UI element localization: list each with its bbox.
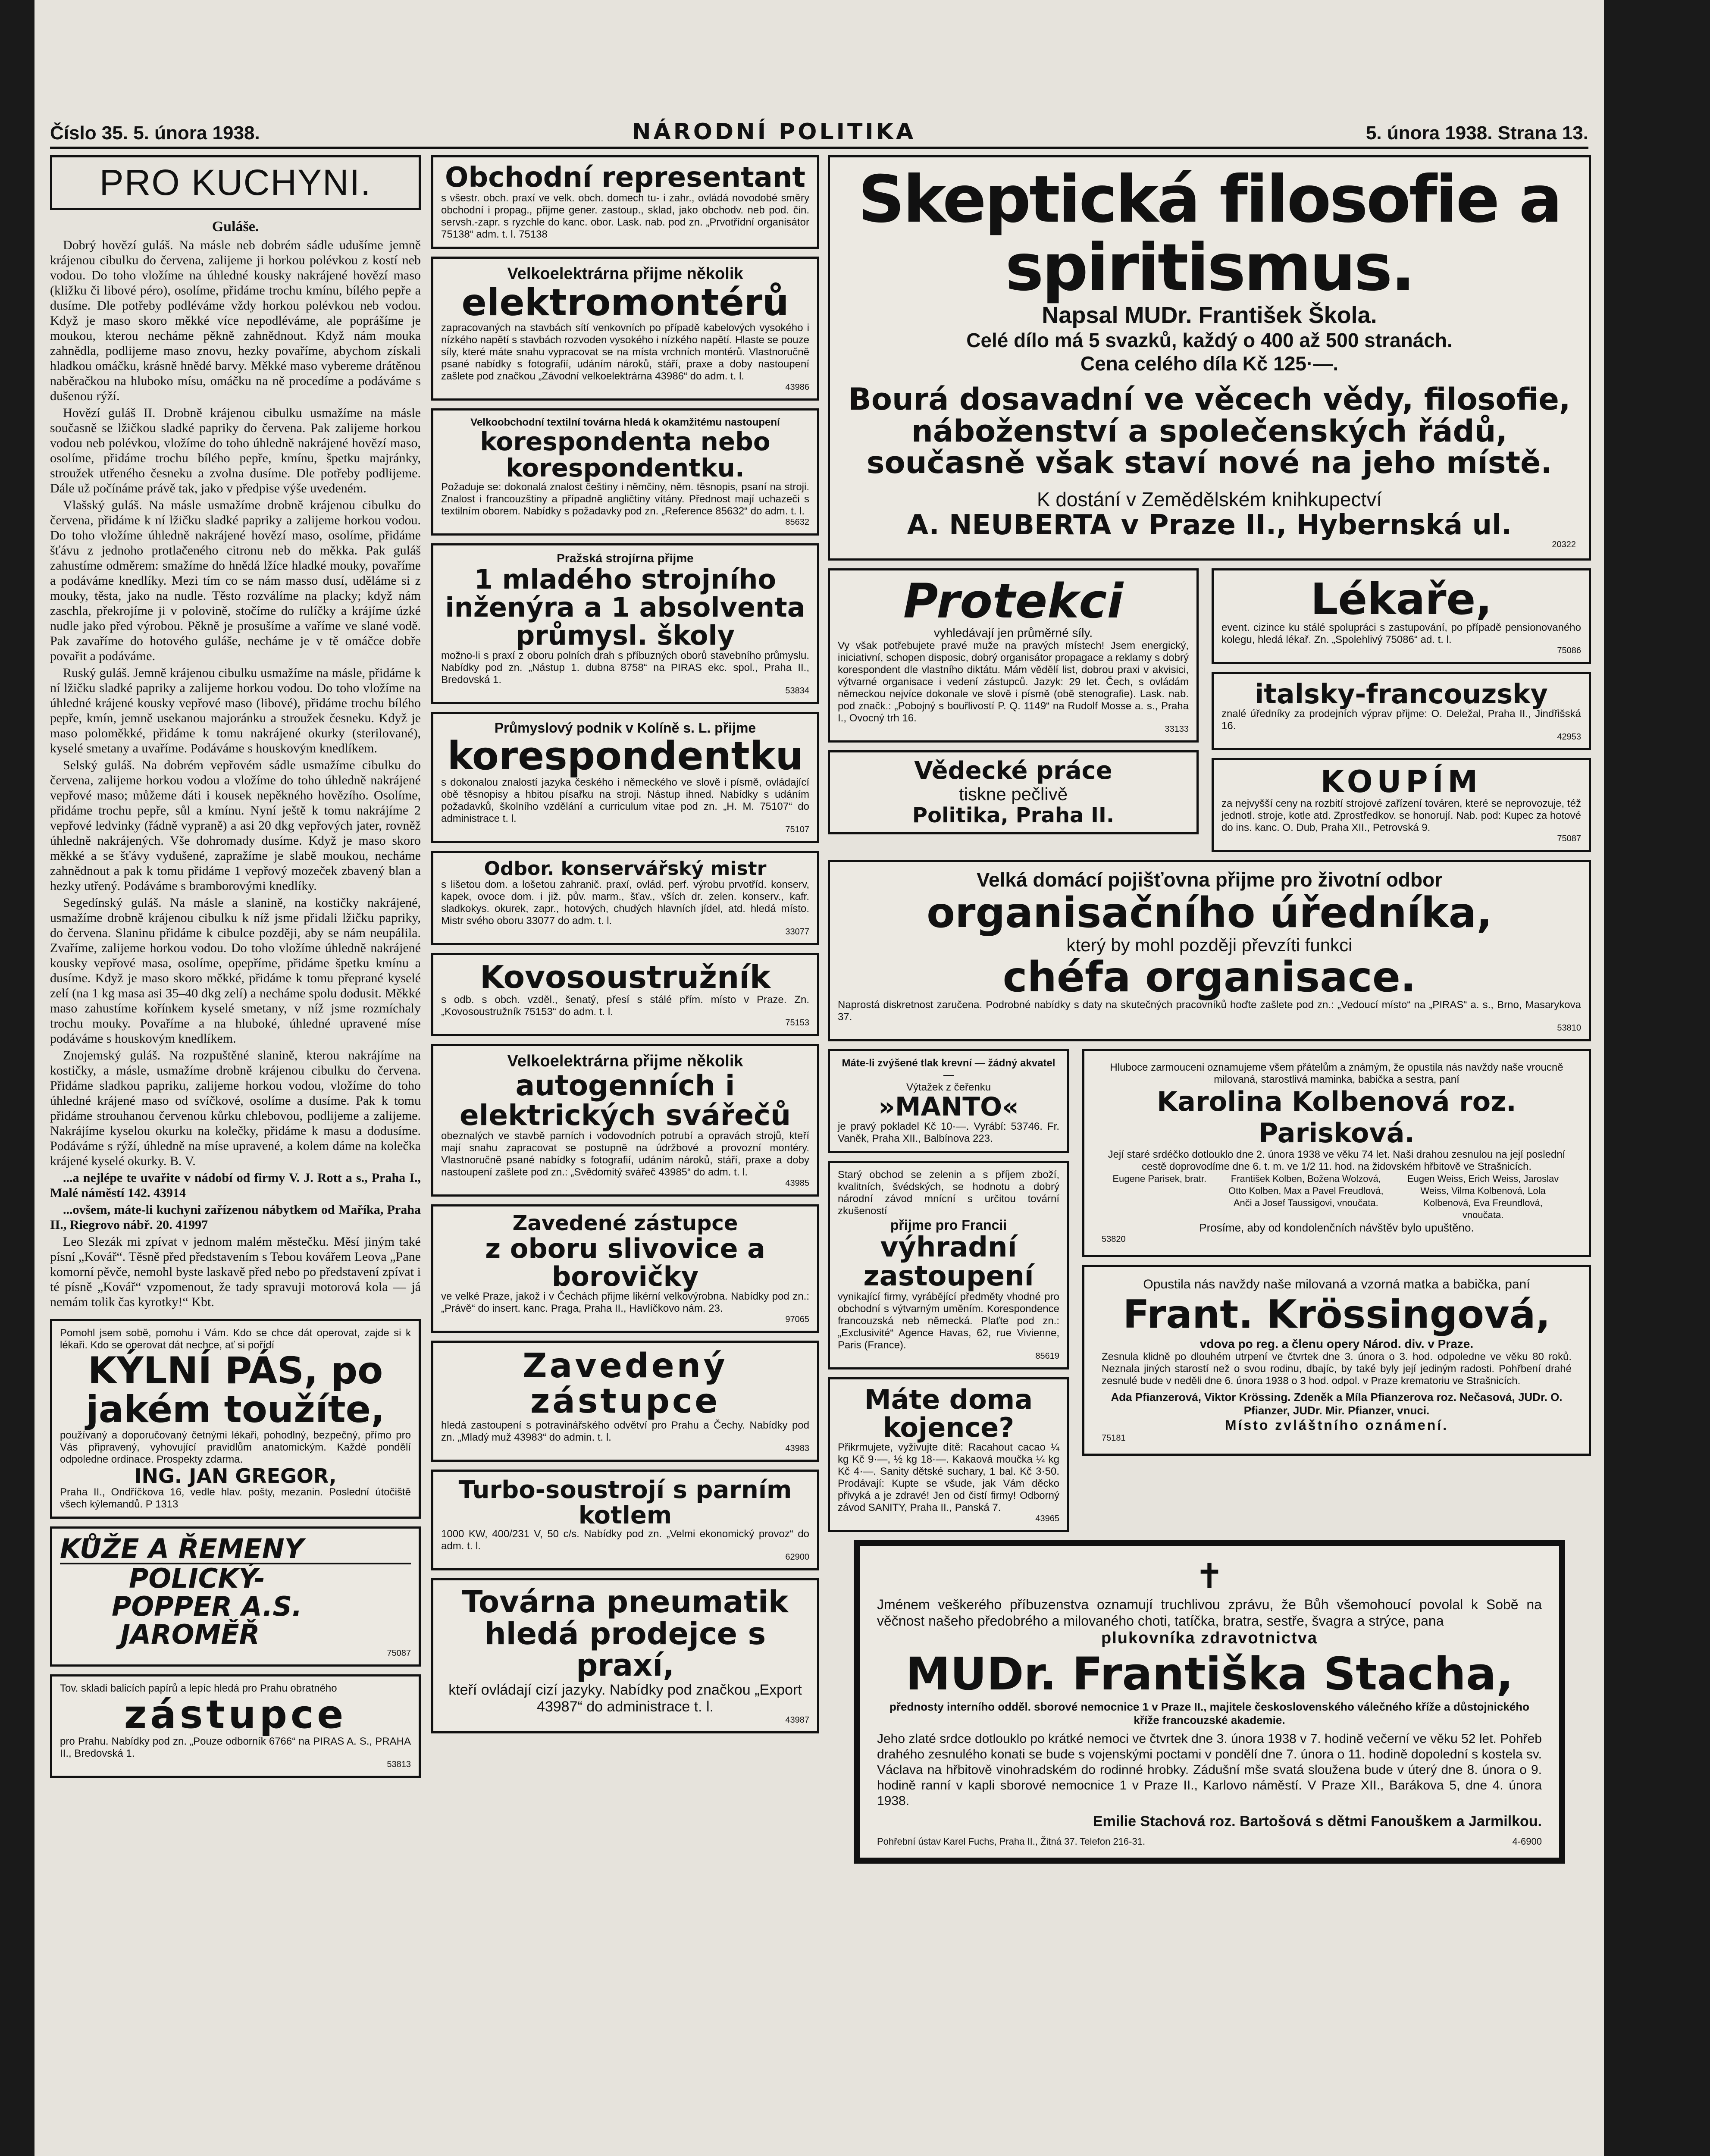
ad-top-text: Velkoelektrárna přijme několik [507,265,743,283]
ad-body: používaný a doporučovaný četnými lékaři, pohodlný, bezpečný, přímo pro Vás připravený, vyhovující pravidlům anatomickým. Každé pondělí odpoledne ordinace. Prospekty zdarma. [60,1429,411,1465]
ad-body: s všestr. obch. praxí ve velk. obch. domech tu- i zahr., ovládá novodobé směry obchodní i propag., přijme gener. zastoup., sklad, jako obchodv. neb pod. čin. servsh.-zapr. s ryzchle do kanc. obor. Lask. nab. pod zn. „Prvotřídní organisátor 75138“ adm. t. l. 75138 [441,192,809,241]
ad-mid: který by mohl později převzíti funkci [1066,935,1353,956]
ad-headline: výhradní zastoupení [863,1231,1034,1293]
ad-number: 43986 [785,382,809,392]
ad-number: 53820 [1102,1234,1126,1244]
obituary-stach [854,1540,1565,1864]
ad-headline: Odbor. konservářský mistr [484,858,767,880]
ad-correspondent [431,408,819,536]
ad-headline: Protekci [903,573,1124,629]
ad-headline: z oboru slivovice a borovičky [485,1232,765,1292]
row-small-ads [828,568,1591,860]
ad-number: 43985 [785,1178,809,1188]
column-kitchen [50,155,421,1786]
ad-line: POLICKÝ- [129,1562,265,1594]
ad-number: 75107 [785,825,809,835]
ad-body: Přikrmujete, vyživujte dítě: Racahout cacao ¼ kg Kč 9·—, ½ kg 18·—. Kakaová moučka ¼ kg Kč 4·—. Sanity dětské suchary, 1 bal. Kč 3·50. Prodávají: Kupte se všude, jak Vám děcko přivyká a je zdravé! Jen od čistí firmy! Odborný závod SANITY, Praha II., Panská 7. [838,1442,1059,1514]
ad-pneumatik [431,1578,819,1733]
ad-body: zapracovaných na stavbách sítí venkovních po případě kabelových vysokého i nízkého napětí s stavbách rozvoden vysokého i nízkého napětí. Hlaste se pouze síly, které máte snahu vypracovat se na místa vrchních montérů. Vlastnoručně psané nabídky s fotografií, udáním nároků, stáří, praxe a doby nastoupení zašlete pod značkou „Závodní velkoelektrárna 43986“ do adm. t. l. [441,322,809,382]
ad-body: kteří ovládají cizí jazyky. Nabídky pod značkou „Export 43987“ do administrace t. l. [448,1681,802,1715]
obituary-name: Frant. Krössingová, [1123,1291,1550,1337]
ad-organisacni [828,860,1591,1041]
ad-headline: Zavedený zástupce [522,1347,728,1421]
ad-number: 75181 [1102,1433,1126,1443]
ad-paper-representative [50,1674,421,1778]
ad-body: za nejvyšší ceny na rozbití strojové zařízení továren, které se neprovozuje, též jednotl. stroje, kotle atd. Zprostředkov. se honorují. Nab. pod: Kupec za hotové do ins. kanc. O. Dub, Praha XII., Petrovská 9. [1221,798,1581,834]
ad-headline: organisačního úředníka, [927,889,1492,937]
ad-leather [50,1526,421,1667]
ad-body: Naprostá diskretnost zaručena. Podrobné nabídky s daty na skutečných pracovníků hoďte zašlete pod zn.: „Vedoucí místo“ na „PIRAS“ a. s., Brno, Masarykova 37. [838,999,1581,1023]
notice-paragraph: ...ovšem, máte-li kuchyni zařízenou nábytkem od Maříka, Praha II., Riegrovo nábř. 20. 41997 [50,1203,421,1232]
ad-number: 75153 [785,1018,809,1028]
recipe-paragraph: Dobrý hovězí guláš. Na másle neb dobrém sádle udušíme jemně krájenou cibulku do červena, zalijeme ji horkou polévkou z kostí neb vodou. Do toho vložíme na úhledné kousky nakrájené hovězí maso (kližku či libové péro), osolíme, přidáme trochu kmínu, bílého pepře a dusíme. Dle potřeby podléváme vždy horkou polévkou neb vodou. Když je maso skoro měkké více nepodléváme, ale poprášíme je moukou, kterou necháme pěkně zahnědnout. Když nám mouka zahnědla, podlijeme maso znovu, hezky povaříme, abychom získali hladkou omáčku, krásně hnědé barvy. Měkké maso vybereme drátěnou naběračkou na hluboko mísu, omáčku na ně procedíme a podáváme s dušenou rýží. [50,238,421,403]
ad-headline: Lékaře, [1310,573,1492,624]
ad-headline-2: chéfa organisace. [1002,953,1416,1002]
ad-top-text: Tov. skladi balicích papírů a lepíc hledá pro Prahu obratného [60,1683,337,1695]
ad-number: 53813 [387,1759,411,1769]
ad-top-text: Pražská strojírna přijme [557,552,694,565]
ad-number: 33133 [1165,724,1189,734]
ad-body: možno-li s praxí z oboru polních drah s příbuzných oborů stavebního průmyslu. Nabídky pod zn. „Nástup 1. dubna 8758“ na PIRAS ekc. spol., Praha II., Bredovská 1. [441,649,809,686]
ad-body: event. cizince ku stálé spolupráci s zastupování, po případě pensionovaného kolegu, hledá lékař. Zn. „Spolehlivý 75086“ ad. t. l. [1221,621,1581,646]
ad-number: 20322 [1552,539,1576,549]
ad-body: pro Prahu. Nabídky pod zn. „Pouze odborník 6766“ na PIRAS A. S., PRAHA II., Bredovská 1. [60,1735,411,1759]
ad-address: Praha II., Ondříčkova 16, vedle hlav. pošty, mezanin. Poslední útočiště všech kýlemandů. P 1313 [60,1486,411,1510]
obituary-intro: Opustila nás navždy naše milovaná a vzorná matka a babička, paní [1143,1277,1530,1291]
ad-line: tiskne pečlivě [958,783,1068,804]
ad-number: 62900 [785,1552,809,1562]
ad-headline: Obchodní representant [445,162,806,194]
obituary-name: MUDr. Františka Stacha, [905,1648,1513,1701]
obituary-body: Jeho zlaté srdce dotlouklo po krátké nemoci ve čtvrtek dne 3. února 1938 v 7. hodině večerní ve věku 52 let. Pohřeb drahého zesnulého konati se bude s vojenskými poctami v pondělí dne 7. února o 11. hodině dopolední s kostela sv. Václava na hřbitově vinohradském do rodinné hrobky. Zádušní mše svatá sloužena bude v úterý dne 8. února o 9. hodině ranní v kapli sborové nemocnice 1 v Praze II., Karlovo náměstí. V Praze XII., Barákova 5, dne 4. února 1938. [877,1732,1542,1808]
section-subtitle: Guláše. [212,219,259,235]
obituary-signers: Emilie Stachová roz. Bartošová s dětmi Fanouškem a Jarmilkou. [1093,1813,1542,1830]
ad-headline: elektromontérů [461,281,789,325]
ad-headline: Továrna pneumatik hledá prodejce s praxí, [462,1584,789,1683]
ad-top-text: Pomohl jsem sobě, pomohu i Vám. Kdo se chce dát operovat, zajde si k lékaři. Kdo se operovat dát nechce, ať si pořídí [60,1327,411,1351]
obituary-body: Zesnula klidně po dlouhém utrpení ve čtvrtek dne 3. února o 3. hod. odpoledne ve věku 80 roků. Neznala jiných starostí než o svou rodinu, dbajíc, by také byly její jediným radosti. Pohřbení drahé zesnulé bude v neděli dne 6. února 1938 o 3 hod. odpol. v Praze krematoriu ve Strašnicích. [1102,1351,1572,1387]
ad-headline: korespondentku [447,733,803,779]
ad-headline: 1 mladého strojního inženýra a 1 absolventa průmysl. školy [445,564,805,652]
ad-body: Vy však potřebujete pravé muže na pravých místech! Jsem energický, iniciativní, schopen disposic, dobrý organisátor propagace a reklamy s dobrý korespondent dle vlastního diktátu. Mám vědělí list, dobrou praxi v akvisici, výtvarné organisace i vedení zástupců. Jazyk: 29 let. Čech, s ovládám německou nejvíce dokonale ve slově i písmě (obě stenografie). Lask. nab. pod značk.: „Pobojný s bouřlivostí P. Q. 1149“ na Rudolf Mosse a. s., Praha I., Ovocný trh 16. [838,640,1189,724]
ad-author: Napsal MUDr. František Škola. [1042,302,1377,328]
obituary-close: Místo zvláštního oznámení. [1225,1417,1449,1433]
mourners-mid: František Kolben, Božena Wolzová, Otto Kolben, Max a Pavel Freudlová, Anči a Josef Taussigovi, vnoučata. [1228,1173,1384,1208]
obituary-krossingova [1082,1265,1591,1456]
ad-number: 43987 [785,1715,809,1725]
ad-top-text: Velkoelektrárna přijme několik [507,1052,743,1070]
ad-number: 85619 [1035,1351,1059,1361]
ad-number: 53834 [785,686,809,696]
ad-body: přijme pro Francii [890,1217,1007,1233]
ad-price: Cena celého díla Kč 125·—. [1080,352,1339,375]
ad-body: s odb. s obch. vzděl., šenatý, přesí s stálé přím. místo v Praze. Zn. „Kovosoustružník 75153“ do adm. t. l. [441,993,809,1018]
ad-body: ve velké Praze, jakož i v Čechách přijme likérní velkovýrobna. Nabídky pod zn.: „Právě“ do insert. kanc. Praga, Praha II., Havlíčkovo nám. 23. [441,1291,809,1314]
obituary-body: Její staré srdéčko dotlouklo dne 2. února 1938 ve věku 74 let. Naši drahou zesnulou na její poslední cestě doprovodíme dne 6. t. m. ve 1/2 11. hod. na židovském hřbitově ve Strašnicích. [1108,1148,1566,1172]
ad-number: 4-6900 [1512,1836,1542,1847]
ad-volumes: Celé dílo má 5 svazků, každý o 400 až 500 stranách. [966,329,1453,351]
ad-top-text: Velká domácí pojišťovna přijme pro životní odbor [976,868,1443,891]
ad-electricians [431,257,819,401]
ad-lekare [1212,568,1591,664]
ad-slivovice [431,1204,819,1333]
recipe-paragraph: Znojemský guláš. Na rozpuštěné slanině, kterou nakrájíme na kostičky, a másle, usmažíme drobně krájenou cibulku do červena. Přidáme sladkou papriku, zalijeme horkou vodou, vložíme do toho úhledné krájené maso od svíčkové, osolíme a dusíme. Pak k tomu přidáme strouhanou červenou kůrku chlebovou, podlijeme a zalijeme. Nakrájíme kyselou okurku na kolečky, přidáme k masu a dodusíme. Podáváme s rýží, úhledně na míse upravené, a kolem dáme na kolečka krájené kyselé okurky. B. V. [50,1048,421,1168]
ad-number: 85632 [785,517,809,527]
ad-body: s dokonalou znalostí jazyka českého i německého ve slově i písmě, ovládající obě těsnopisy a hbitou písařku na stroji. Nástup ihned. Nabídky s udáním požadavků, školního vzdělání a curriculum vitae pod zn. „H. M. 75107“ do administrace t. l. [441,777,809,825]
ad-line: KŮŽE A ŘEMENY [60,1535,411,1564]
obituary-footer [877,1836,1542,1847]
ad-koupim [1212,758,1591,852]
ad-top-text: Máte-li zvýšené tlak krevní — žádný akvatel — [842,1057,1055,1081]
obituary-name: Karolina Kolbenová roz. Parisková. [1157,1085,1516,1149]
ad-headline: zástupce [124,1692,347,1738]
ad-publisher: A. NEUBERTA v Praze II., Hybernská ul. [907,509,1512,541]
obituary-sub: vdova po reg. a členu opery Národ. div. v Praze. [1200,1337,1474,1351]
ad-italsky [1212,672,1591,750]
ad-representant [431,155,819,249]
ad-signature: ING. JAN GREGOR, [134,1464,337,1488]
ad-body: hledá zastoupení s potravinářského odvětví pro Prahu a Čechy. Nabídky pod zn. „Mladý muž 43983“ do admin. t. l. [441,1419,809,1443]
obituary-mourners [1102,1173,1572,1221]
ad-number: 43983 [785,1443,809,1453]
ad-headline: Kovosoustružník [480,959,770,996]
recipes-text [50,238,421,1311]
obituary-intro: Jménem veškerého příbuzenstva oznamují truchlivou zprávu, že Bůh všemohoucí povolal k Sobě na věčnost našeho předobrého a milovaného choti, tatíčka, bratra, sestře, švagra a strýce, pana [877,1597,1542,1629]
ad-headline: korespondenta nebo korespondentku. [480,427,770,483]
ad-vyhradni [828,1161,1069,1369]
ad-number: 33077 [785,927,809,937]
ad-extra: vynikající firmy, vyrábějící předměty vhodné pro obchodní s výtvarným uměním. Korespondence francouzská neb německá. Plaťte pod zn.: „Exclusivité“ Agence Havas, 62, rue Vivienne, Paris (France). [838,1291,1059,1351]
obituary-intro: Hluboce zarmouceni oznamujeme všem přátelům a známým, že opustila nás navždy naše vroucně milovaná, starostlivá maminka, babička a sestra, paní [1110,1061,1563,1085]
ad-top-text: Zavedené zástupce [512,1211,738,1236]
ad-headline: KÝLNÍ PÁS, po jakém toužíte, [86,1349,385,1432]
column-right [828,155,1591,1871]
notice-paragraph: Leo Slezák mi zpívat v jednom malém městečku. Měsí jiným také písní „Kovář“. Těsně před představením s Tebou kovářem Leova „Pane komorní pěvče, nemohl byste laskavě před nebo po představení zpívat i té písně „Kovář“ vzpomenout, že tady spravuji motorová kola — já nemám tolik čas kyrotky!“ Kbt. [50,1235,421,1309]
ad-number: 75087 [1557,834,1581,844]
recipe-paragraph: Hovězí guláš II. Drobně krájenou cibulku usmažíme na másle současně se lžičkou sladké papriky do červena. Pak zalijeme horkou vodou neb polévkou, vložíme do toho úhledně nakrájené hovězí maso, osolíme, přidáme trochu bílého pepře, kmínu, špetku majránky, stroužek utřeného česneku a zvolna dusíme. Dle potřeby podlijeme. Dále už počínáme právě tak, jako v předpise výše uvedeném. [50,406,421,495]
ad-engineers [431,543,819,704]
ad-headline: Máte doma kojence? [864,1384,1033,1444]
ad-number: 75087 [387,1648,411,1658]
mourners-right: Eugen Weiss, Erich Weiss, Jaroslav Weiss, Vilma Kolbenová, Lola Kolbenová, Eva Freundlová, vnoučata. [1407,1173,1559,1220]
recipe-paragraph: Ruský guláš. Jemně krájenou cibulku usmažíme na másle, přidáme k ní lžičku sladké papriky a zalijeme horkou vodou. Do toho vložíme na úhledné krájené kousky vepřové maso (libové), přidáme trochu bílého pepře, kmín, jemně usekanou majoránku a stroužek česneku. Když je maso poloměkké, přidáme k tomu nakrájené okurky (sterilované), kyselé smetany a uvaříme. Podáváme s houskovým knedlíkem. [50,666,421,755]
ad-korespondentku [431,712,819,843]
ad-number: 42953 [1557,732,1581,742]
recipe-paragraph: Segedínský guláš. Na másle a slanině, na kostičky nakrájené, usmažíme drobně krájenou cibulku k níž jsme přidali lžičku papriky, do červena. Slaninu přidáme k cibulce později, aby se nám neupálila. Zvaříme, zalijeme horkou vodou. Do toho vložíme úhledně nakrájené kousky vepřové masa, osolíme, opepříme, přidáme špetku kmínu a dusíme. Když je maso skoro měkké, přidáme k tomu přeprané kyselé zelí (na 1 kg masa asi 35–40 dkg zelí) a necháme spolu dodusit. Měkké maso zahustíme kořínkem kyselé smetany, v níž jsme rozmíchaly trochu mouky. Povaříme a na hluboké, úhledné upravené míse podáváme s houskovým knedlíkem. [50,896,421,1046]
issue-number: Číslo 35. 5. února 1938. [50,122,260,144]
ad-headline: »MANTO« [878,1091,1019,1122]
ad-slogan: Bourá dosavadní ve věcech vědy, filosofie, náboženství a společenských řádů, současně však staví nové na jeho místě. [848,382,1571,480]
ad-line: Vědecké práce [914,757,1112,785]
ad-body: je pravý pokladel Kč 10·—. Vyrábí: 53746. Fr. Vaněk, Praha XII., Balbínova 223. [838,1120,1059,1144]
obituary-kolbenova [1082,1049,1591,1257]
cross-icon: ✝ [1195,1557,1224,1596]
page-header [50,121,1588,149]
ad-number: 53810 [1557,1023,1581,1033]
masthead: NÁRODNÍ POLITIKA [632,119,916,145]
ad-body: znalé úředníky za prodejních výprav přijme: O. Deležal, Praha II., Jindřišská 16. [1221,708,1581,732]
obituary-sub: přednosty interního odděl. sborové nemocnice 1 v Praze II., majitele československého válečného kříže a důstojnického kříže francouzské akademie. [889,1700,1529,1727]
ad-body: 1000 KW, 400/231 V, 50 c/s. Nabídky pod zn. „Velmi ekonomický provoz“ do adm. t. l. [441,1528,809,1552]
ad-line: Politika, Praha II. [912,803,1115,827]
obituary-close: Prosíme, aby od kondolenčních návštěv bylo upuštěno. [1199,1221,1474,1234]
ad-vedecke [828,750,1199,834]
recipe-paragraph: Vlašský guláš. Na másle usmažíme drobně krájenou cibulku do červena, přidáme k ní lžičku sladké papriky a zalijeme horkou vodou. Do toho vložíme úhledně nakrájené hovězí maso, osolíme, přidáme šťávu z jednoho protlačeného citronu neb do měkka. Pak guláš zahustíme odměrem: smažíme do hnědá lžíce hladké mouky, povaříme a podáváme knedlíky. Mezi tím co se nám masso dusí, uděláme si z mouky, těsta, jako na nudle. Těsto rozválíme na placky; když nám zaschla, překrojíme ji v polovině, stočíme do rulíčky a krájíme úzké nudle jako před výrobou. Pěkně je prosušíme a vaříme ve slané vodě. Pak zavaříme do hotového guláše, necháme je v tě omáčce dobře povařit a podáváme. [50,498,421,663]
ad-welders [431,1044,819,1197]
ad-konservar [431,851,819,945]
section-title: PRO KUCHYNI. [50,155,421,210]
ad-book [828,155,1591,561]
ad-line: JAROMĚŘ [120,1619,260,1651]
mourners-left: Eugene Parisek, bratr. [1112,1173,1207,1184]
notice-paragraph: ...a nejlépe te uvařite v nádobí od firmy V. J. Rott a s., Praha I., Malé náměstí 142. 43914 [50,1171,421,1200]
ad-headline: Skeptická filosofie a spiritismus. [858,162,1561,305]
funeral-service: Pohřební ústav Karel Fuchs, Praha II., Žitná 37. Telefon 216-31. [877,1836,1146,1847]
ad-headline: Turbo-soustrojí s parním kotlem [458,1476,792,1529]
recipe-paragraph: Selský guláš. Na dobrém vepřovém sádle usmažíme cibulku do červena, zalijeme horkou vodou a vložíme do toho úhledně nakrájené vepřové maso; můžeme dáti i kousek nepěkného hovězího. Osolíme, přidáme trochu pepře, sůl a kmínu. Nyní ještě k tomu nakrájíme 2 vepřové ledvinky (řádně vypraně) a asi 20 dkg vepřových jater, rovněž úhledně nakrájených. Vše dohromady dusíme. Když je maso skoro měkké a se šťávy vydušené, zapražíme je slabě moukou, necháme zahnědnout a pak k tomu přidáme 1 vepřový mozeček zbavený blan a hezky utřený. Podáváme s bramborovými knedlíky. [50,758,421,893]
ad-body: s lišetou dom. a lošetou zahranič. praxí, ovlád. perf. výrobu prvotříd. konserv, kapek, ovoce dom. i již. pův. marm., šťav., vších dr. zelen. konserv., kafr. sladkokys. okurek, zapr., hotových, chudých hlavních jídel, atd. hledá místo. Mistr svého oboru 33077 do adm. t. l. [441,879,809,927]
ad-body: Požaduje se: dokonalá znalost češtiny i němčiny, něm. těsnopis, psaní na stroji. Znalost i francouzštiny a případně angličtiny vítány. Přednost mají uchazeči s textilním oborem. Nabídky s požadavky pod zn. „Reference 85632“ do adm. t. l. [441,481,809,517]
ad-sub: Výtažek z čeřenku [906,1081,991,1093]
ad-protekci [828,568,1199,743]
ad-manto [828,1049,1069,1153]
column-job-ads [431,155,819,1741]
ad-top-text: Průmyslový podnik v Kolíně s. L. přijme [494,720,756,736]
ad-number: 75086 [1557,646,1581,655]
ad-top-text: Velkoobchodní textilní továrna hledá k okamžitému nastoupení [470,417,780,429]
ad-line: POPPER A.S. [112,1591,302,1623]
ad-top-text: Starý obchod se zelenin a s příjem zboží, kvalitních, švédských, se hodnotu a dobrý národní závod mnícní s určitou tovární zkušeností [838,1169,1059,1217]
ad-sub: vyhledávají jen průměrné síly. [933,626,1093,640]
obituary-mourners: Ada Pfianzerová, Viktor Krössing. Zdeněk a Míla Pfianzerova roz. Nečasová, JUDr. O. Pfianzer, JUDr. Mir. Pfianzer, vnuci. [1111,1390,1563,1417]
row-mixed [828,1049,1591,1540]
newspaper-page [34,0,1604,2156]
ad-sale: K dostání v Zemědělském knihkupectví [1037,488,1382,511]
ad-body: obeznalých ve stavbě parních i vodovodních potrubí a opravách strojů, kteří mají snahu zapracovat se postupně na údržbové a provozní montéry. Vlastnoručně psané nabídky s fotografií, udáním nároků, stáří, praxe a doby nastoupení zašlete pod zn.: „Svědomitý svářeč 43985“ do adm. t. l. [441,1130,809,1178]
ad-turbo [431,1470,819,1571]
ad-hernia-belt [50,1319,421,1519]
obituary-rank: plukovníka zdravotnictva [1101,1629,1318,1648]
ad-number: 97065 [785,1315,809,1324]
ad-headline: KOUPÍM [1320,764,1482,799]
ad-headline: autogenních i elektrických svářečů [459,1069,791,1132]
page-number: 5. února 1938. Strana 13. [1365,122,1588,144]
ad-headline: italsky-francouzsky [1255,678,1548,710]
ad-number: 43965 [1035,1514,1059,1524]
ad-kovosoustruznik [431,953,819,1036]
ad-zavedeny-zastupce [431,1341,819,1462]
ad-kojence [828,1377,1069,1532]
